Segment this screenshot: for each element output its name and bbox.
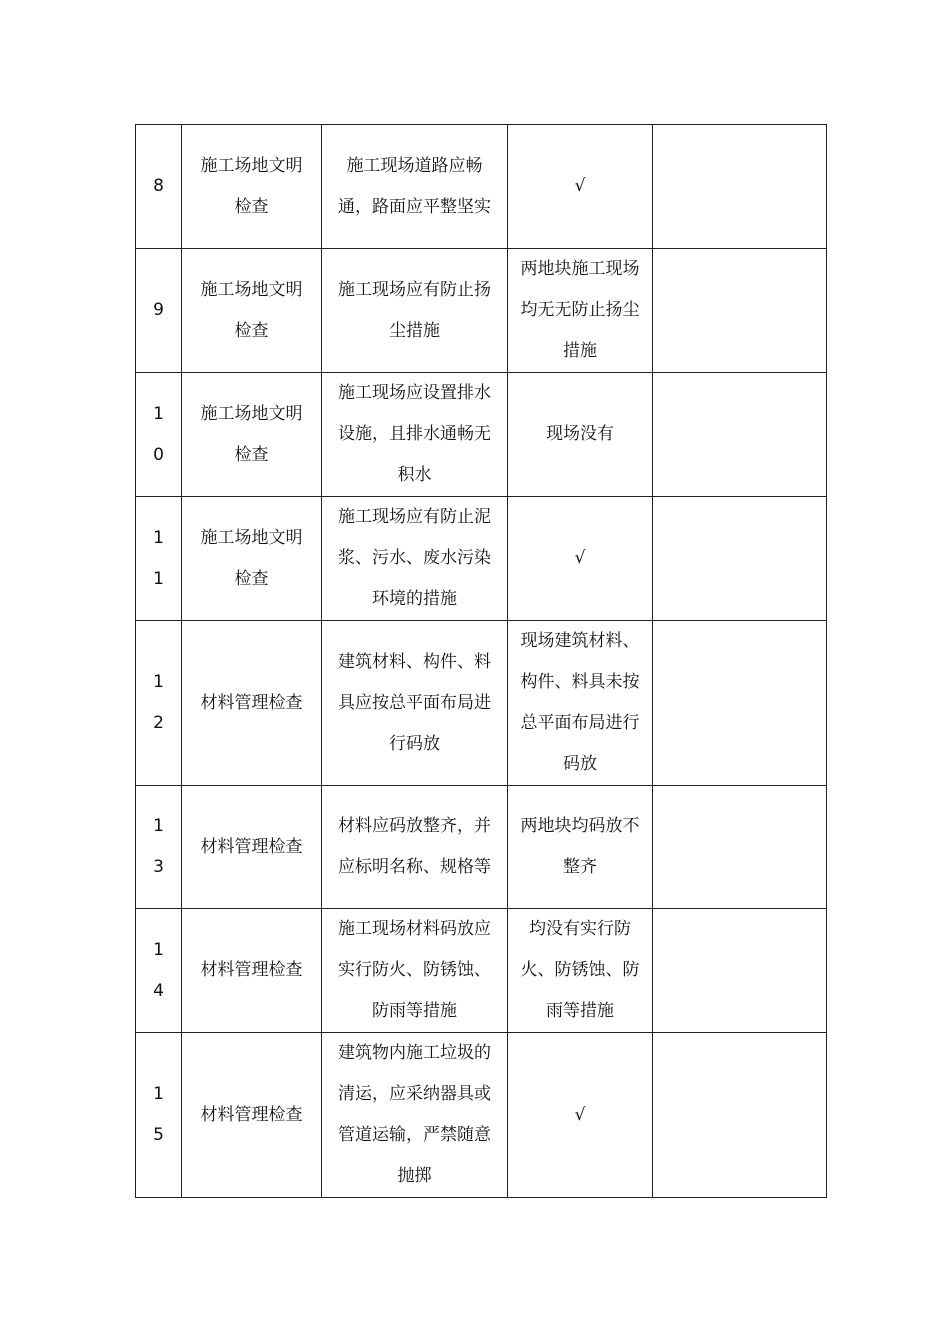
check-item: 施工场地文明检查: [182, 373, 322, 497]
table-row: [136, 909, 827, 1033]
check-item: 材料管理检查: [182, 621, 322, 786]
check-result: √: [508, 125, 653, 249]
remark-cell: [653, 373, 827, 497]
table-row: [136, 125, 827, 249]
check-requirement: 材料应码放整齐，并应标明名称、规格等: [322, 786, 508, 909]
row-number: 9: [136, 249, 182, 373]
check-requirement: 建筑材料、构件、料具应按总平面布局进行码放: [322, 621, 508, 786]
remark-cell: [653, 621, 827, 786]
table-row: [136, 621, 827, 786]
check-result: 均没有实行防火、防锈蚀、防雨等措施: [508, 909, 653, 1033]
remark-cell: [653, 497, 827, 621]
check-item: 材料管理检查: [182, 1033, 322, 1198]
table-row: [136, 249, 827, 373]
check-requirement: 施工现场道路应畅通，路面应平整坚实: [322, 125, 508, 249]
check-item: 材料管理检查: [182, 909, 322, 1033]
check-requirement: 施工现场应设置排水设施，且排水通畅无积水: [322, 373, 508, 497]
table-row: [136, 1033, 827, 1198]
check-result: 两地块施工现场均无无防止扬尘措施: [508, 249, 653, 373]
check-requirement: 施工现场应有防止扬尘措施: [322, 249, 508, 373]
check-result: 两地块均码放不整齐: [508, 786, 653, 909]
row-number: 14: [136, 909, 182, 1033]
row-number: 8: [136, 125, 182, 249]
check-result: 现场建筑材料、构件、料具未按总平面布局进行码放: [508, 621, 653, 786]
inspection-table-body: [136, 125, 827, 1198]
table-row: [136, 786, 827, 909]
check-result: √: [508, 1033, 653, 1198]
check-result: 现场没有: [508, 373, 653, 497]
table-row: [136, 497, 827, 621]
check-item: 材料管理检查: [182, 786, 322, 909]
check-requirement: 施工现场应有防止泥浆、污水、废水污染环境的措施: [322, 497, 508, 621]
remark-cell: [653, 1033, 827, 1198]
table-row: [136, 373, 827, 497]
row-number: 11: [136, 497, 182, 621]
remark-cell: [653, 786, 827, 909]
check-item: 施工场地文明检查: [182, 125, 322, 249]
check-item: 施工场地文明检查: [182, 249, 322, 373]
inspection-table: [135, 124, 827, 1198]
row-number: 13: [136, 786, 182, 909]
check-requirement: 建筑物内施工垃圾的清运，应采纳器具或管道运输，严禁随意抛掷: [322, 1033, 508, 1198]
check-item: 施工场地文明检查: [182, 497, 322, 621]
remark-cell: [653, 249, 827, 373]
check-requirement: 施工现场材料码放应实行防火、防锈蚀、防雨等措施: [322, 909, 508, 1033]
row-number: 10: [136, 373, 182, 497]
check-result: √: [508, 497, 653, 621]
remark-cell: [653, 909, 827, 1033]
row-number: 15: [136, 1033, 182, 1198]
remark-cell: [653, 125, 827, 249]
row-number: 12: [136, 621, 182, 786]
